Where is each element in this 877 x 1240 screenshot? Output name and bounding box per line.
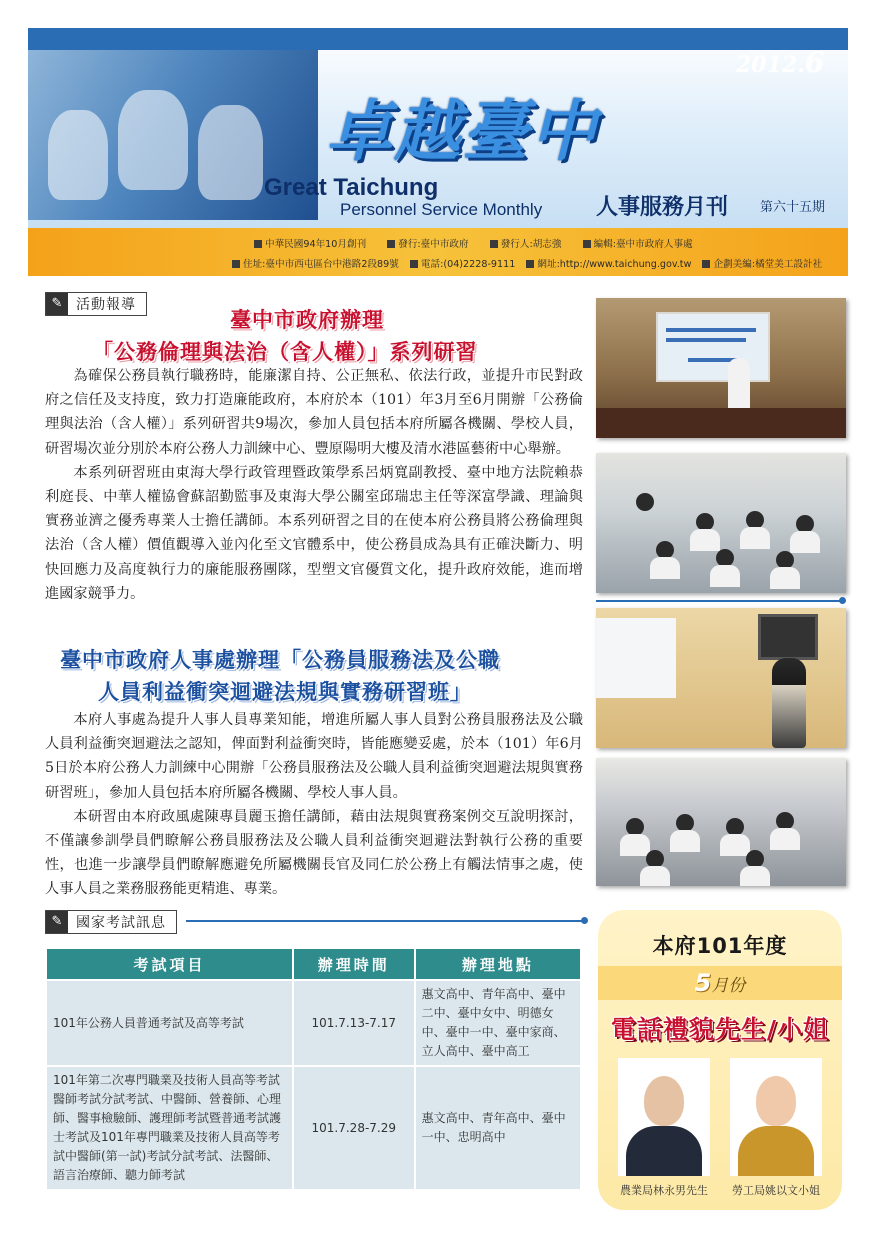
classroom-audience-photo	[596, 453, 846, 593]
masthead	[28, 28, 848, 276]
header-exam-item: 考試項目	[47, 949, 292, 979]
info-row-2	[224, 256, 822, 270]
chinese-subtitle: 人事服務月刊	[596, 194, 729, 220]
founded-text: 中華民國94年10月創刊	[265, 239, 367, 250]
website-text: 網址:http://www.taichung.gov.tw	[537, 259, 692, 270]
person1-caption: 農業局林永男先生	[620, 1184, 708, 1197]
article2-title-line1: 臺中市政府人事處辦理「公務員服務法及公職	[60, 648, 500, 672]
lecture-speaker-photo	[596, 298, 846, 438]
article1-paragraph-1: 為確保公務員執行職務時，能廉潔自持、公正無私、依法行政，並提升市民對政府之信任及支持度，致力打造廉能政府，本府於本（101）年3月至6月開辦「公務倫理與法治（含人權）」系列研習共9場次，參加人員包括本府所屬各機關、學校人員，研習場次並分別於本府公務人力訓練中心、豐原陽明大樓及清水港區藝術中心舉辦。	[45, 368, 583, 457]
exam-table-header	[47, 949, 580, 979]
publication-info-bar	[28, 228, 848, 276]
exam-item-cell: 101年公務人員普通考試及高等考試	[47, 981, 292, 1065]
divider-line	[596, 600, 842, 602]
female-lecturer-photo	[596, 608, 846, 748]
award-year: 本府101年度	[652, 934, 788, 958]
award-title: 電話禮貌先生/小姐	[610, 1015, 830, 1044]
portrait-man	[618, 1058, 710, 1176]
table-row	[47, 1067, 580, 1189]
magazine-title: 卓越臺中	[326, 93, 598, 170]
section-tag-activity: ✎ 活動報導	[45, 292, 147, 316]
header-exam-place: 辦理地點	[416, 949, 580, 979]
info-row-1	[246, 236, 693, 250]
article1-title-line2: 「公務倫理與法治（含人權）」系列研習	[92, 340, 478, 364]
exam-divider-line	[186, 920, 584, 922]
training-class-photo	[596, 758, 846, 886]
exam-place-cell: 惠文高中、青年高中、臺中一中、忠明高中	[416, 1067, 580, 1189]
article1-title-line1: 臺中市政府辦理	[230, 308, 384, 332]
telephone-courtesy-award	[598, 910, 842, 1210]
address-text: 住址:臺中市西屯區台中港路2段89號	[243, 259, 399, 270]
award-month: 5月份	[598, 966, 842, 1000]
portrait-woman	[730, 1058, 822, 1176]
section-tag-exam: ✎ 國家考試訊息	[45, 910, 177, 934]
english-subtitle: Personnel Service Monthly	[340, 200, 543, 219]
masthead-top-band	[28, 28, 848, 50]
english-title: Great Taichung	[264, 174, 439, 201]
exam-table	[45, 947, 582, 1191]
issue-date: 2012.6	[736, 46, 825, 79]
exam-item-cell: 101年第二次專門職業及技術人員高等考試醫師考試分試考試、中醫師、營養師、心理師、醫事檢驗師、護理師考試暨普通考試護士考試及101年專門職業及技術人員高等考試中醫師(第一試)考試分試考試、法醫師、語言治療師、聽力師考試	[47, 1067, 292, 1189]
article2-body	[45, 708, 583, 902]
table-row	[47, 981, 580, 1065]
editor-text: 編輯:臺中市政府人事處	[593, 239, 693, 250]
publisher-text: 發行:臺中市政府	[398, 239, 469, 250]
article2-title-line2: 人員利益衝突迴避法規與實務研習班」	[98, 680, 472, 704]
pin-icon: ✎	[46, 293, 68, 315]
article1-paragraph-2: 本系列研習班由東海大學行政管理暨政策學系呂炳寬副教授、臺中地方法院賴恭利庭長、中華人權協會蘇詔勤監事及東海大學公關室邱瑞忠主任等深富學識、理論與實務並濟之優秀專業人士擔任講師。本系列研習之目的在使本府公務員將公務倫理與法治（含人權）價值觀導入並內化至文官體系中，使公務員成為具有正確決斷力、明快回應力及高度執行力的廉能服務團隊，型塑文官優質文化，提升政府效能，進而增進國家競爭力。	[45, 464, 583, 602]
issue-number: 第六十五期	[760, 200, 826, 215]
design-credit-text: 企劃美編:橘堂美工設計社	[713, 259, 823, 270]
exam-place-cell: 惠文高中、青年高中、臺中二中、臺中女中、明德女中、臺中一中、臺中家商、立人高中、臺中高工	[416, 981, 580, 1065]
phone-text: 電話:(04)2228-9111	[420, 259, 516, 270]
header-exam-time: 辦理時間	[294, 949, 414, 979]
person2-caption: 勞工局姚以文小姐	[732, 1184, 820, 1197]
exam-time-cell: 101.7.13-7.17	[294, 981, 414, 1065]
article2-paragraph-2: 本研習由本府政風處陳專員麗玉擔任講師，藉由法規與實務案例交互說明探討，不僅讓參訓學員們瞭解公務員服務法及公職人員利益衝突迴避法對執行公務的重要性，也進一步讓學員們瞭解應避免所屬機關長官及同仁於公務上有觸法情事之處，使人事人員之業務服務能更精進、專業。	[45, 808, 583, 898]
publisher-person-text: 發行人:胡志強	[500, 239, 562, 250]
exam-time-cell: 101.7.28-7.29	[294, 1067, 414, 1189]
pin-icon: ✎	[46, 911, 68, 933]
article1-body	[45, 364, 583, 606]
article2-paragraph-1: 本府人事處為提升人事人員專業知能，增進所屬人事人員對公務員服務法及公職人員利益衝突迴避法之認知，俾面對利益衝突時，皆能應變妥處，於本（101）年6月5日於本府公務人力訓練中心開辦「公務員服務法及公職人員利益衝突迴避法規與實務研習班」，參加人員包括本府所屬各機關、學校人事人員。	[45, 712, 583, 801]
